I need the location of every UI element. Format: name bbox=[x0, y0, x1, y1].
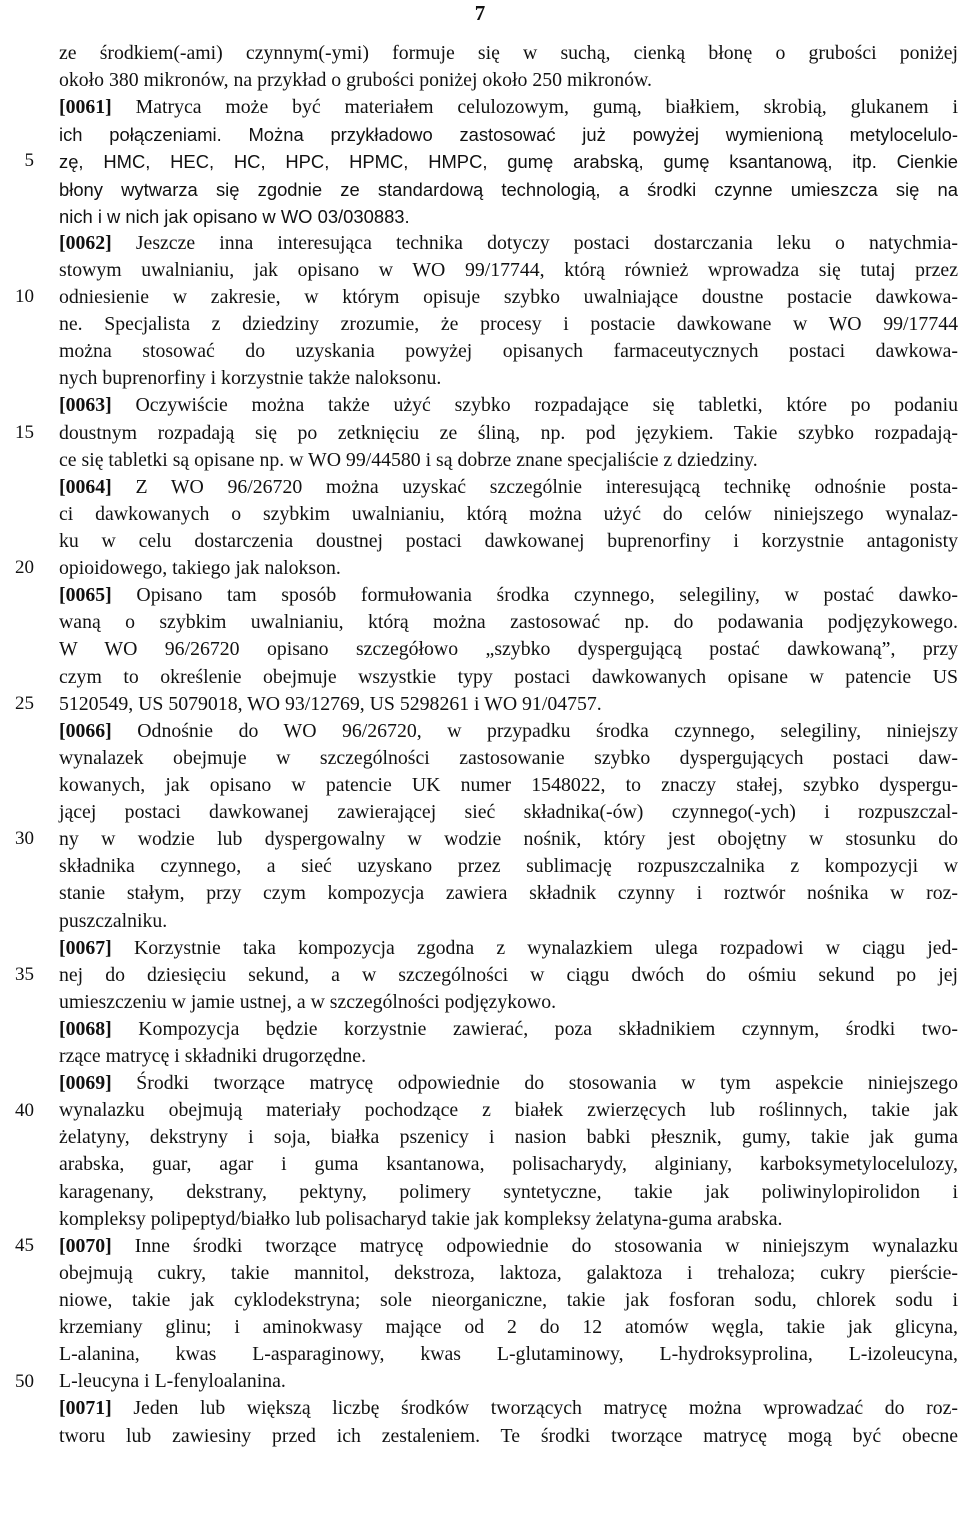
text-line: krzemiany glinu; i aminokwasy mające od 2 do 12 atomów węgla, takie jak glicyna, bbox=[59, 1316, 958, 1339]
text-run: Oczywiście można także użyć szybko rozpadające się tabletki, które po podaniu bbox=[111, 394, 958, 417]
text-line bbox=[59, 1233, 958, 1260]
text-line: karagenany, dekstrany, pektyny, polimery syntetyczne, takie jak poliwinylopirolidon i bbox=[59, 1180, 958, 1203]
text-line: stanie stałym, przy czym kompozycja zawiera składnik czynny i roztwór nośnika w roz- bbox=[59, 882, 958, 905]
text-run: Opisano tam sposób formułowania środka czynnego, selegiliny, w postać dawko- bbox=[111, 584, 958, 607]
text-line bbox=[59, 474, 958, 501]
text-line: można stosować do uzyskania powyżej opisanych farmaceutycznych postaci dawkowa- bbox=[59, 340, 958, 363]
text-line bbox=[59, 1070, 958, 1097]
text-line: obejmują cukry, takie mannitol, dekstroza, laktoza, galaktoza i trehaloza; cukry pierście- bbox=[59, 1261, 958, 1284]
paragraph-number: [0067] bbox=[59, 936, 112, 959]
text-line: puszczalniku. bbox=[59, 909, 168, 932]
body-text bbox=[59, 40, 958, 1450]
line-number: 20 bbox=[15, 557, 34, 579]
paragraph-number: [0069] bbox=[59, 1072, 112, 1095]
text-line: jącej postaci dawkowanej zawierającej sieć składnika(-ów) czynnego(-ych) i rozpuszczal- bbox=[59, 801, 958, 824]
text-line: rzące matrycę i składniki drugorzędne. bbox=[59, 1045, 367, 1068]
text-line: wynalazek obejmuje w szczególności zastosowanie szybko dyspergujących postaci daw- bbox=[59, 746, 958, 769]
paragraph-number: [0065] bbox=[59, 584, 112, 607]
text-line: ich połączeniami. Można przykładowo zastosować już powyżej wymienioną metylocelulo- bbox=[59, 124, 958, 146]
text-run: Kompozycja będzie korzystnie zawierać, poza składnikiem czynnym, środki two- bbox=[111, 1017, 958, 1040]
text-line: L-alanina, kwas L-asparaginowy, kwas L-glutaminowy, L-hydroksyprolina, L-izoleucyna, bbox=[59, 1343, 958, 1366]
text-line: błony wytwarza się zgodnie ze standardową technologią, a środki czynne umieszcza się na bbox=[59, 178, 958, 200]
text-line bbox=[59, 230, 958, 257]
text-line: kompleksy polipeptyd/białko lub polisacharyd takie jak kompleksy żelatyna-guma arabska. bbox=[59, 1207, 783, 1230]
text-run: Środki tworzące matrycę odpowiednie do stosowania w tym aspekcie niniejszego bbox=[111, 1072, 958, 1095]
line-number: 40 bbox=[15, 1099, 34, 1121]
line-number: 15 bbox=[15, 421, 34, 443]
text-line: ne. Specjalista z dziedziny zrozumie, że procesy i postacie dawkowane w WO 99/17744 bbox=[59, 313, 958, 336]
text-run: Matryca może być materiałem celulozowym, gumą, białkiem, skrobią, glukanem i bbox=[111, 96, 958, 119]
text-line: nych buprenorfiny i korzystnie także naloksonu. bbox=[59, 367, 442, 390]
text-line: niowe, takie jak cyklodekstryna; sole nieorganiczne, takie jak fosforan sodu, chlorek sodu i bbox=[59, 1289, 958, 1312]
text-line: waną o szybkim uwalnianiu, którą można zastosować np. do podawania podjęzykowego. bbox=[59, 611, 958, 634]
paragraph-number: [0070] bbox=[59, 1234, 112, 1257]
text-line: W WO 96/26720 opisano szczegółowo „szybko dyspergującą postać dawkowaną”, przy bbox=[59, 638, 958, 661]
text-line: nej do dziesięciu sekund, a w szczególności w ciągu dwóch do ośmiu sekund po jej bbox=[59, 963, 958, 986]
line-number: 50 bbox=[15, 1370, 34, 1392]
text-line bbox=[59, 582, 958, 609]
text-line: arabska, guar, agar i guma ksantanowa, polisacharydy, alginiany, karboksymetylocelulozy, bbox=[59, 1153, 958, 1176]
text-line bbox=[59, 392, 958, 419]
text-line: ze środkiem(-ami) czynnym(-ymi) formuje się w suchą, cienką błonę o grubości poniżej bbox=[59, 42, 958, 64]
paragraph-number: [0062] bbox=[59, 231, 112, 254]
text-line: opioidowego, takiego jak nalokson. bbox=[59, 557, 341, 580]
paragraph-number: [0061] bbox=[59, 96, 112, 119]
text-run: Jeszcze inna interesująca technika dotyczy postaci dostarczania leku o natychmia- bbox=[111, 231, 958, 254]
line-number: 45 bbox=[15, 1235, 34, 1257]
text-line: odniesienie w zakresie, w którym opisuje szybko uwalniające doustne postacie dawkowa- bbox=[59, 285, 958, 308]
text-line: umieszczeniu w jamie ustnej, a w szczególności podjęzykowo. bbox=[59, 990, 557, 1013]
line-number: 5 bbox=[24, 150, 34, 172]
line-number: 25 bbox=[15, 692, 34, 714]
line-number: 30 bbox=[15, 828, 34, 850]
text-line: ku w celu dostarczenia doustnej postaci dawkowanej buprenorfiny i korzystnie antagonisty bbox=[59, 529, 958, 552]
text-line: 5120549, US 5079018, WO 93/12769, US 5298261 i WO 91/04757. bbox=[59, 692, 602, 715]
text-line: ce się tabletki są opisane np. w WO 99/44580 i są dobrze znane specjaliście z dziedziny. bbox=[59, 448, 758, 471]
text-line bbox=[59, 935, 958, 962]
text-line: czym to określenie obejmuje wszystkie typy postaci dawkowanych opisane w patencie US bbox=[59, 665, 958, 688]
text-line: L-leucyna i L-fenyloalanina. bbox=[59, 1370, 286, 1393]
text-run: Jeden lub większą liczbę środków tworzących matrycę można wprowadzać do roz- bbox=[111, 1397, 958, 1420]
page-number: 7 bbox=[474, 1, 486, 25]
text-line: składnika czynnego, a sieć uzyskano przez sublimację rozpuszczalnika z kompozycji w bbox=[59, 855, 958, 878]
paragraph-number: [0066] bbox=[59, 719, 112, 742]
paragraph-number: [0064] bbox=[59, 475, 112, 498]
text-line: około 380 mikronów, na przykład o grubości poniżej około 250 mikronów. bbox=[59, 69, 652, 92]
text-line: wynalazku obejmują materiały pochodzące z białek zwierzęcych lub roślinnych, takie jak bbox=[59, 1099, 958, 1122]
text-line: tworu lub zawiesiny przed ich zestaleniem. Te środki tworzące matrycę mogą być obecne bbox=[59, 1424, 958, 1447]
text-line bbox=[59, 718, 958, 745]
text-line: doustnym rozpadają się po zetknięciu ze śliną, np. pod językiem. Takie szybko rozpadają- bbox=[59, 421, 958, 444]
text-line bbox=[59, 94, 958, 121]
line-number: 10 bbox=[15, 286, 34, 308]
text-line bbox=[59, 1395, 958, 1422]
text-line: ny w wodzie lub dyspergowalny w wodzie nośnik, który jest obojętny w stosunku do bbox=[59, 828, 958, 851]
text-line: zę, HMC, HEC, HC, HPC, HPMC, HMPC, gumę arabską, gumę ksantanową, itp. Cienkie bbox=[59, 151, 958, 173]
text-run: Z WO 96/26720 można uzyskać szczególnie interesującą technikę odnośnie posta- bbox=[111, 475, 958, 498]
text-run: Inne środki tworzące matrycę odpowiednie do stosowania w niniejszym wynalazku bbox=[111, 1234, 958, 1257]
text-line: nich i w nich jak opisano w WO 03/030883. bbox=[59, 205, 410, 227]
text-line: kowanych, jak opisano w patencie UK numer 1548022, to znaczy stałej, szybko dyspergu- bbox=[59, 773, 958, 796]
line-number-margin bbox=[0, 0, 40, 1515]
text-line: ci dawkowanych o szybkim uwalnianiu, którą można użyć do celów niniejszego wynalaz- bbox=[59, 502, 958, 525]
line-number: 35 bbox=[15, 964, 34, 986]
paragraph-number: [0063] bbox=[59, 394, 112, 417]
paragraph-number: [0071] bbox=[59, 1397, 112, 1420]
text-line bbox=[59, 1016, 958, 1043]
text-run: Korzystnie taka kompozycja zgodna z wynalazkiem ulega rozpadowi w ciągu jed- bbox=[111, 936, 958, 959]
text-run: Odnośnie do WO 96/26720, w przypadku środka czynnego, selegiliny, niniejszy bbox=[111, 719, 958, 742]
text-line: żelatyny, dekstryny i soja, białka pszenicy i nasion babki płesznik, gumy, takie jak guma bbox=[59, 1126, 958, 1149]
text-line: stowym uwalnianiu, jak opisano w WO 99/17744, którą również wprowadza się tutaj przez bbox=[59, 258, 958, 281]
paragraph-number: [0068] bbox=[59, 1017, 112, 1040]
